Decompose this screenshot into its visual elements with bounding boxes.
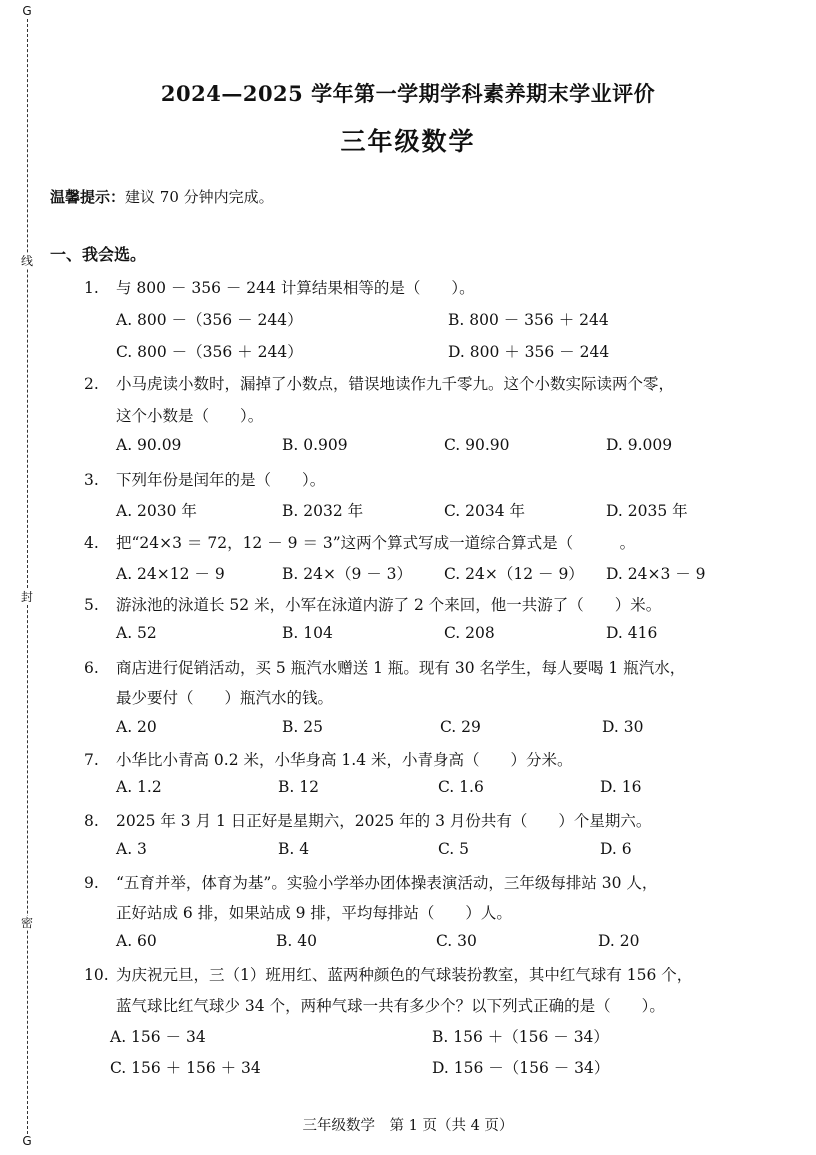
option-c: C. 156 ＋ 156 ＋ 34 [110, 1059, 261, 1077]
question-number: 2. [84, 375, 99, 393]
option-c: C. 90.90 [444, 436, 510, 454]
option-a: A. 1.2 [116, 778, 162, 796]
question-text: “五育并举，体育为基”。实验小学举办团体操表演活动，三年级每排站 30 人， [116, 874, 658, 892]
question-text: 小马虎读小数时，漏掉了小数点，错误地读作九千零九。这个小数实际读两个零， [116, 375, 675, 393]
option-d: D. 24×3 － 9 [606, 565, 706, 583]
question-9 [84, 871, 657, 893]
question-number: 1. [84, 279, 99, 297]
question-number: 10. [84, 966, 109, 984]
margin-mark-xian: 线 [16, 254, 38, 268]
option-c: C. 1.6 [438, 778, 484, 796]
margin-mark-feng: 封 [16, 590, 38, 604]
question-text-continued: 最少要付（ ）瓶汽水的钱。 [116, 689, 334, 707]
option-d: D. 16 [600, 778, 642, 796]
option-c: C. 5 [438, 840, 470, 858]
question-3 [84, 468, 325, 490]
option-c: C. 800 －（356 ＋ 244） [116, 343, 303, 361]
option-b: B. 156 ＋（156 － 34） [432, 1028, 609, 1046]
question-text: 把“24×3 ＝ 72，12 － 9 ＝ 3”这两个算式写成一道综合算式是（ 。 [116, 534, 636, 552]
option-a: A. 2030 年 [116, 502, 197, 520]
question-number: 6. [84, 659, 99, 677]
question-text: 游泳池的泳道长 52 米，小军在泳道内游了 2 个来回，他一共游了（ ）米。 [116, 596, 662, 614]
question-number: 5. [84, 596, 99, 614]
option-a: A. 60 [116, 932, 157, 950]
tip-label: 温馨提示： [50, 188, 126, 206]
option-b: B. 12 [278, 778, 319, 796]
option-b: B. 800 － 356 ＋ 244 [448, 311, 609, 329]
question-7 [84, 748, 573, 770]
question-text-continued: 这个小数是（ ）。 [116, 407, 264, 425]
page-subtitle: 三年级数学 [340, 127, 476, 156]
option-d: D. 6 [600, 840, 632, 858]
option-d: D. 2035 年 [606, 502, 688, 520]
option-a: A. 90.09 [116, 436, 182, 454]
page-title: 2024—2025 学年第一学期学科素养期末学业评价 [160, 81, 656, 106]
option-c: C. 30 [436, 932, 477, 950]
question-number: 3. [84, 471, 99, 489]
tip-text: 建议 70 分钟内完成。 [125, 188, 274, 206]
question-text: 小华比小青高 0.2 米，小华身高 1.4 米，小青身高（ ）分米。 [116, 751, 573, 769]
option-c: C. 2034 年 [444, 502, 526, 520]
option-d: D. 9.009 [606, 436, 673, 454]
option-b: B. 40 [276, 932, 317, 950]
section-heading: 一、我会选。 [50, 245, 147, 264]
option-d: D. 30 [602, 718, 644, 736]
question-number: 4. [84, 534, 99, 552]
page-footer: 三年级数学 第 1 页（共 4 页） [302, 1118, 514, 1134]
question-number: 9. [84, 874, 99, 892]
option-a: A. 156 － 34 [110, 1028, 206, 1046]
tip [50, 186, 274, 207]
option-d: D. 416 [606, 624, 658, 642]
question-6 [84, 656, 685, 678]
option-d: D. 156 －（156 － 34） [432, 1059, 610, 1077]
option-a: A. 24×12 － 9 [116, 565, 225, 583]
option-c: C. 24×（12 － 9） [444, 565, 584, 583]
margin-mark-top: G [16, 4, 38, 18]
question-text: 下列年份是闰年的是（ ）。 [116, 471, 326, 489]
binding-dashed-line [27, 14, 28, 1134]
question-text: 2025 年 3 月 1 日正好是星期六，2025 年的 3 月份共有（ ）个星期六。 [116, 812, 652, 830]
question-number: 8. [84, 812, 99, 830]
option-b: B. 4 [278, 840, 310, 858]
option-a: A. 52 [116, 624, 157, 642]
option-c: C. 208 [444, 624, 495, 642]
option-b: B. 2032 年 [282, 502, 364, 520]
question-1 [84, 276, 475, 298]
option-a: A. 3 [116, 840, 147, 858]
question-5 [84, 593, 661, 615]
question-8 [84, 809, 651, 831]
question-text: 与 800 － 356 － 244 计算结果相等的是（ ）。 [116, 279, 475, 297]
option-a: A. 800 －（356 － 244） [116, 311, 303, 329]
question-4 [84, 531, 635, 553]
option-d: D. 20 [598, 932, 640, 950]
margin-mark-mi: 密 [16, 916, 38, 930]
question-text-continued: 正好站成 6 排，如果站成 9 排，平均每排站（ ）人。 [116, 904, 512, 922]
margin-mark-bottom: G [16, 1134, 38, 1148]
option-b: B. 104 [282, 624, 333, 642]
question-2 [84, 372, 674, 394]
question-text-continued: 蓝气球比红气球少 34 个，两种气球一共有多少个？以下列式正确的是（ ）。 [116, 997, 665, 1015]
question-10 [84, 963, 692, 985]
option-b: B. 25 [282, 718, 323, 736]
question-number: 7. [84, 751, 99, 769]
question-text: 商店进行促销活动，买 5 瓶汽水赠送 1 瓶。现有 30 名学生，每人要喝 1 瓶汽水， [116, 659, 686, 677]
question-text: 为庆祝元旦，三（1）班用红、蓝两种颜色的气球装扮教室，其中红气球有 156 个， [116, 966, 693, 984]
option-d: D. 800 ＋ 356 － 244 [448, 343, 610, 361]
option-a: A. 20 [116, 718, 157, 736]
option-b: B. 24×（9 － 3） [282, 565, 413, 583]
option-c: C. 29 [440, 718, 481, 736]
option-b: B. 0.909 [282, 436, 348, 454]
